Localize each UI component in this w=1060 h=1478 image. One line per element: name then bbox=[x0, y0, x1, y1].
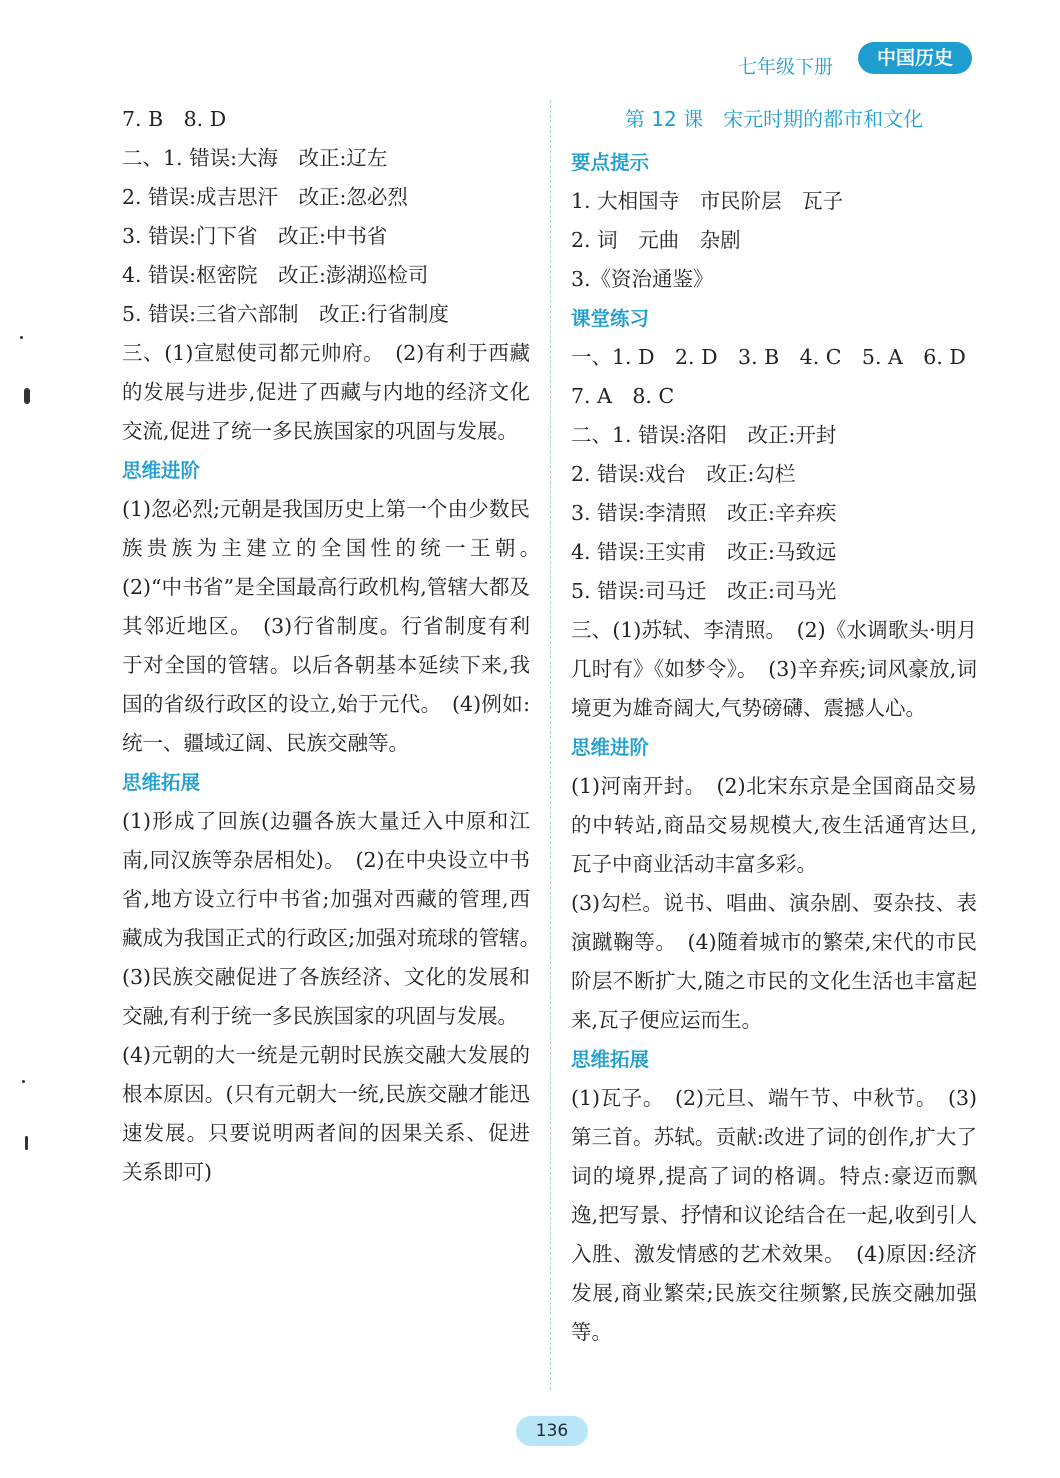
answer-paragraph: (1)河南开封。 (2)北宋东京是全国商品交易的中转站,商品交易规模大,夜生活通宵达旦,瓦子中商业活动丰富多彩。 bbox=[571, 774, 977, 876]
scan-mark bbox=[24, 388, 30, 404]
page-number: 136 bbox=[516, 1416, 588, 1446]
answer-line: 2. 词 元曲 杂剧 bbox=[571, 228, 741, 252]
header-subject-badge: 中国历史 bbox=[858, 42, 972, 74]
scan-mark bbox=[20, 336, 23, 339]
column-divider bbox=[550, 100, 551, 1390]
lesson-title: 第 12 课 宋元时期的都市和文化 bbox=[624, 107, 924, 131]
section-heading-expand: 思维拓展 bbox=[571, 1048, 650, 1071]
answer-line: 3. 错误:李清照 改正:辛弃疾 bbox=[571, 501, 837, 525]
answer-line: 二、1. 错误:洛阳 改正:开封 bbox=[571, 423, 837, 447]
answer-line: 3. 错误:门下省 改正:中书省 bbox=[122, 224, 388, 248]
answer-paragraph: 三、(1)苏轼、李清照。 (2)《水调歌头·明月几时有》《如梦令》。 (3)辛弃疾;词风豪放,词境更为雄奇阔大,气势磅礴、震撼人心。 bbox=[571, 618, 977, 720]
answer-line: 7. B 8. D bbox=[122, 107, 227, 131]
answer-line: 2. 错误:成吉思汗 改正:忽必烈 bbox=[122, 185, 408, 209]
section-heading-points: 要点提示 bbox=[571, 151, 650, 174]
section-heading-practice: 课堂练习 bbox=[571, 307, 650, 330]
answer-paragraph: (3)勾栏。说书、唱曲、演杂剧、耍杂技、表演蹴鞠等。 (4)随着城市的繁荣,宋代的市民阶层不断扩大,随之市民的文化生活也丰富起来,瓦子便应运而生。 bbox=[571, 891, 977, 1032]
answer-paragraph: (1)忽必烈;元朝是我国历史上第一个由少数民族贵族为主建立的全国性的统一王朝。 (2)“中书省”是全国最高行政机构,管辖大都及其邻近地区。 (3)行省制度。行省制度有利于对全国的管辖。以后各朝基本延续下来,我国的省级行政区的设立,始于元代。 (4)例如:统一、疆域辽阔、民族交融等。 bbox=[122, 497, 551, 755]
answer-line: 4. 错误:王实甫 改正:马致远 bbox=[571, 540, 837, 564]
answer-line: 一、1. D 2. D 3. B 4. C 5. A 6. D bbox=[571, 345, 966, 369]
answer-line: 1. 大相国寺 市民阶层 瓦子 bbox=[571, 189, 844, 213]
left-column bbox=[122, 100, 551, 1192]
scan-mark bbox=[22, 1080, 25, 1083]
right-column bbox=[571, 100, 977, 1352]
answer-line: 4. 错误:枢密院 改正:澎湖巡检司 bbox=[122, 263, 429, 287]
answer-paragraph: (1)瓦子。 (2)元旦、端午节、中秋节。 (3)第三首。苏轼。贡献:改进了词的创作,扩大了词的境界,提高了词的格调。特点:豪迈而飘逸,把写景、抒情和议论结合在一起,收到引人入胜、激发情感的艺术效果。 (4)原因:经济发展,商业繁荣;民族交往频繁,民族交融加强等。 bbox=[571, 1086, 977, 1344]
answer-line: 3.《资治通鉴》 bbox=[571, 267, 714, 291]
section-heading-advance: 思维进阶 bbox=[571, 736, 650, 759]
section-heading-advance: 思维进阶 bbox=[122, 459, 201, 482]
answer-line: 5. 错误:三省六部制 改正:行省制度 bbox=[122, 302, 449, 326]
answer-line: 5. 错误:司马迁 改正:司马光 bbox=[571, 579, 837, 603]
answer-paragraph: (1)形成了回族(边疆各族大量迁入中原和江南,同汉族等杂居相处)。 (2)在中央设立中书省,地方设立行中书省;加强对西藏的管理,西藏成为我国正式的行政区;加强对琉球的管辖。 (3)民族交融促进了各族经济、文化的发展和交融,有利于统一多民族国家的巩固与发展。 bbox=[122, 809, 551, 1028]
answer-paragraph: 三、(1)宣慰使司都元帅府。 (2)有利于西藏的发展与进步,促进了西藏与内地的经济文化交流,促进了统一多民族国家的巩固与发展。 bbox=[122, 341, 530, 443]
scan-mark bbox=[25, 1136, 28, 1150]
answer-line: 2. 错误:戏台 改正:勾栏 bbox=[571, 462, 796, 486]
answer-paragraph: (4)元朝的大一统是元朝时民族交融大发展的根本原因。(只有元朝大一统,民族交融才能迅速发展。只要说明两者间的因果关系、促进关系即可) bbox=[122, 1043, 530, 1184]
section-heading-expand: 思维拓展 bbox=[122, 771, 201, 794]
header-grade: 七年级下册 bbox=[738, 56, 834, 78]
answer-line: 二、1. 错误:大海 改正:辽左 bbox=[122, 146, 388, 170]
answer-line: 7. A 8. C bbox=[571, 384, 675, 408]
